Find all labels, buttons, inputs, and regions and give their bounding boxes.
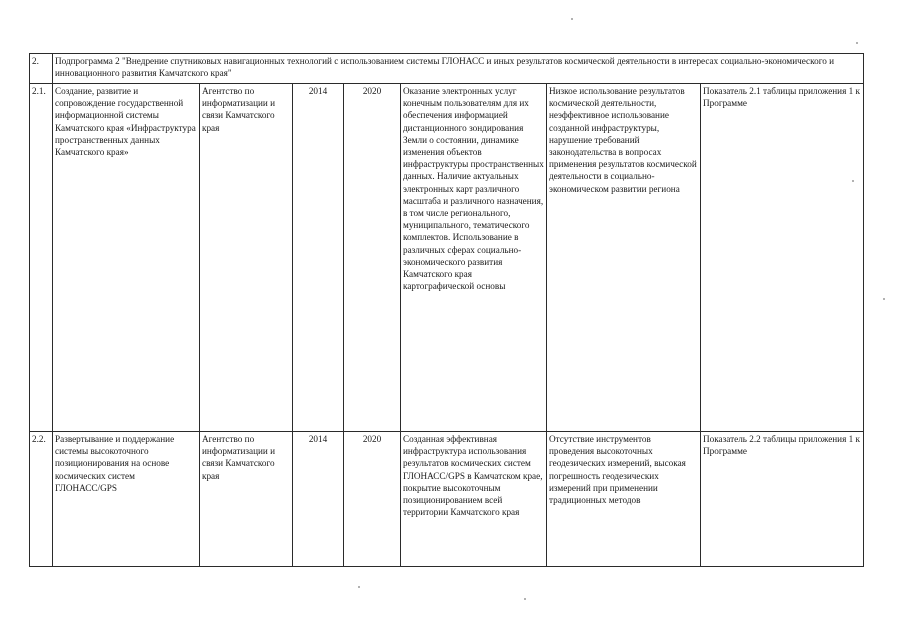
scan-speck	[883, 298, 885, 300]
table-row	[30, 432, 864, 567]
end-year: 2020	[344, 432, 401, 567]
measure-name: Создание, развитие и сопровождение государственной информационной системы Камчатского края «Инфраструктура пространственных данных Камчатского края»	[53, 84, 200, 432]
indicator-link: Показатель 2.2 таблицы приложения 1 к Программе	[701, 432, 864, 567]
non-implementation-consequences: Низкое использование результатов космической деятельности, неэффективное использование созданной инфраструктуры, нарушение требований законодательства в вопросах применения результатов космической деятельности в социально-экономическом развитии региона	[547, 84, 701, 432]
executor: Агентство по информатизации и связи Камчатского края	[200, 84, 293, 432]
scan-speck	[571, 18, 573, 20]
row-number: 2.1.	[30, 84, 53, 432]
executor: Агентство по информатизации и связи Камчатского края	[200, 432, 293, 567]
scan-speck	[856, 42, 858, 44]
subprogram-number: 2.	[30, 54, 53, 84]
expected-result: Созданная эффективная инфраструктура использования результатов космических систем ГЛОНАСС/GPS в Камчатском крае, покрытие высокоточным позиционированием всей территории Камчатского края	[401, 432, 547, 567]
scan-speck	[358, 586, 360, 588]
subprogram-title: Подпрограмма 2 "Внедрение спутниковых навигационных технологий с использованием системы ГЛОНАСС и иных результатов космической деятельности в интересах социально-экономического и инновационного развития Камчатского края"	[53, 54, 864, 84]
program-measures-table	[29, 53, 864, 567]
end-year: 2020	[344, 84, 401, 432]
start-year: 2014	[293, 84, 344, 432]
subprogram-row	[30, 54, 864, 84]
scan-speck	[524, 598, 526, 600]
expected-result: Оказание электронных услуг конечным пользователям для их обеспечения информацией дистанционного зондирования Земли о состоянии, динамике изменения объектов инфраструктуры пространственных данных. Наличие актуальных электронных карт различного масштаба и различного назначения, в том числе регионального, муниципального, тематического комплектов. Использование в различных сферах социально-экономического развития Камчатского края картографической основы	[401, 84, 547, 432]
row-number: 2.2.	[30, 432, 53, 567]
table-row	[30, 84, 864, 432]
measure-name: Развертывание и поддержание системы высокоточного позиционирования на основе космических систем ГЛОНАСС/GPS	[53, 432, 200, 567]
non-implementation-consequences: Отсутствие инструментов проведения высокоточных геодезических измерений, высокая погрешность геодезических измерений при применении традиционных методов	[547, 432, 701, 567]
start-year: 2014	[293, 432, 344, 567]
indicator-link: Показатель 2.1 таблицы приложения 1 к Программе	[701, 84, 864, 432]
